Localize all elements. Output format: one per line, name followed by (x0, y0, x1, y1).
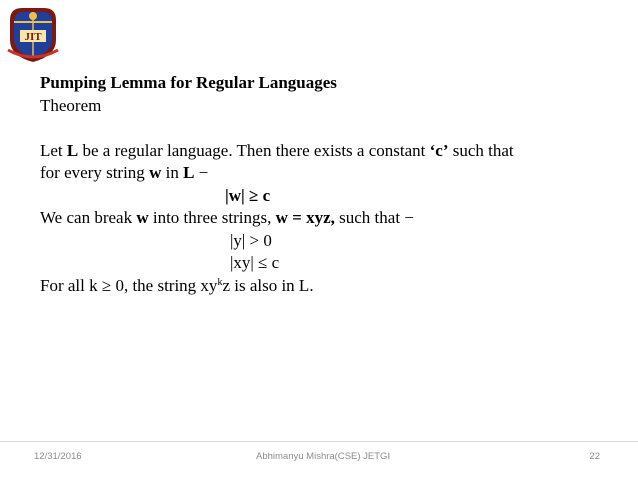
college-crest-icon (2, 2, 64, 64)
slide-title: Pumping Lemma for Regular Languages (40, 73, 337, 92)
theorem-line-3: We can break w into three strings, w = xyz, such that − (40, 208, 414, 227)
page-number: 22 (589, 451, 600, 462)
condition-length: |w| ≥ c (225, 185, 271, 205)
theorem-conclusion: For all k ≥ 0, the string $xy^kz$ is also in L. (40, 275, 314, 295)
theorem-line-2: for every string w in L − (40, 163, 209, 182)
condition-xy: |xy| ≤ c (230, 253, 280, 272)
theorem-line-1: Let L be a regular language. Then there exists a constant ‘c’ such that (40, 140, 514, 160)
svg-text:JIT: JIT (24, 31, 42, 43)
condition-y: |y| > 0 (230, 230, 272, 250)
footer-date: 12/31/2016 (34, 451, 82, 462)
slide-body (40, 72, 620, 297)
slide-subtitle: Theorem (40, 95, 102, 115)
blank-line (40, 117, 620, 140)
footer-divider (0, 441, 638, 442)
footer-author: Abhimanyu Mishra(CSE) JETGI (256, 451, 391, 462)
